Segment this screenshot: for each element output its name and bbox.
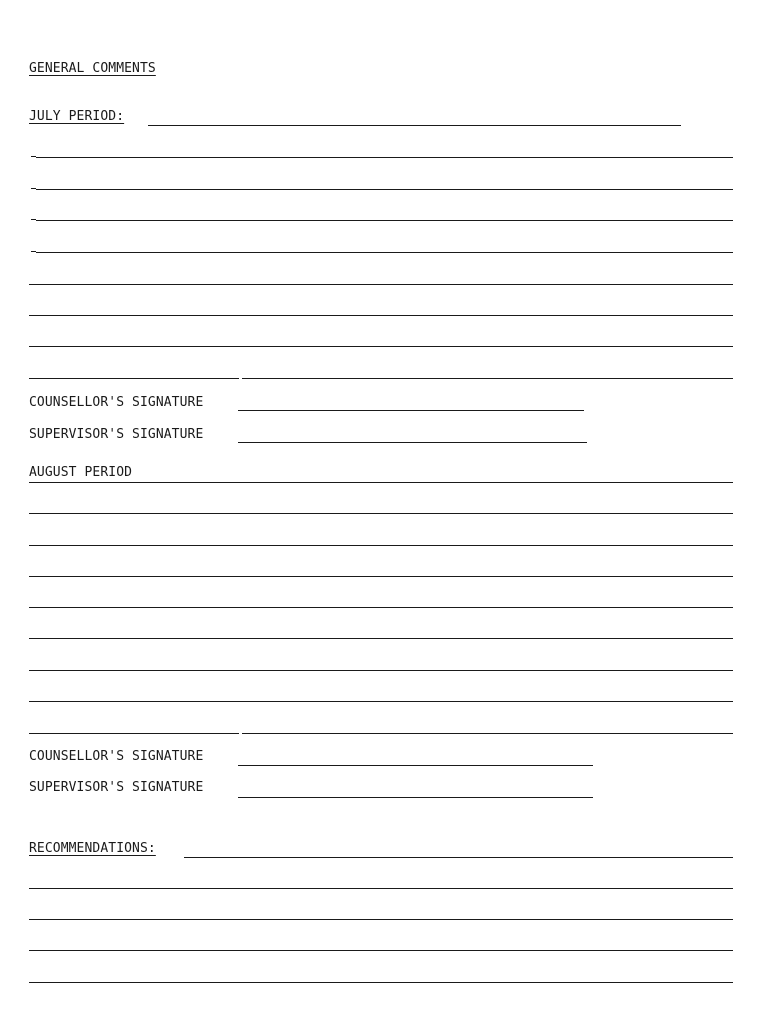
august-comment-line[interactable] — [29, 576, 733, 577]
july-comment-line[interactable] — [242, 378, 733, 379]
recommendations-line[interactable] — [29, 919, 733, 920]
august-comment-line[interactable] — [29, 670, 733, 671]
july-counsellor-signature-line[interactable] — [238, 410, 584, 411]
july-period-label: JULY PERIOD: — [29, 109, 125, 124]
july-comment-line[interactable] — [29, 346, 733, 347]
august-comment-line[interactable] — [29, 482, 733, 483]
july-comment-line[interactable] — [29, 378, 239, 379]
july-supervisor-signature-line[interactable] — [238, 442, 587, 443]
august-comment-line[interactable] — [29, 638, 733, 639]
recommendations-entry-line[interactable] — [184, 857, 733, 858]
august-comment-line[interactable] — [29, 701, 733, 702]
july-comment-line[interactable] — [36, 189, 733, 190]
july-comment-line[interactable] — [36, 220, 733, 221]
july-comment-line[interactable] — [29, 284, 733, 285]
july-comment-line[interactable] — [36, 252, 733, 253]
august-comment-line[interactable] — [29, 513, 733, 514]
july-comment-line[interactable] — [36, 157, 733, 158]
august-counsellor-signature-label: COUNSELLOR'S SIGNATURE — [29, 749, 204, 764]
july-supervisor-signature-label: SUPERVISOR'S SIGNATURE — [29, 427, 204, 442]
august-comment-line[interactable] — [29, 733, 239, 734]
august-comment-line[interactable] — [29, 607, 733, 608]
july-comment-line[interactable] — [29, 315, 733, 316]
august-comment-line[interactable] — [242, 733, 733, 734]
july-counsellor-signature-label: COUNSELLOR'S SIGNATURE — [29, 395, 204, 410]
august-supervisor-signature-line[interactable] — [238, 797, 593, 798]
august-period-label: AUGUST PERIOD — [29, 465, 133, 480]
august-comment-line[interactable] — [29, 545, 733, 546]
recommendations-line[interactable] — [29, 888, 733, 889]
august-counsellor-signature-line[interactable] — [238, 765, 593, 766]
recommendations-label: RECOMMENDATIONS: — [29, 841, 156, 856]
recommendations-line[interactable] — [29, 950, 733, 951]
general-comments-heading: GENERAL COMMENTS — [29, 61, 156, 76]
recommendations-line[interactable] — [29, 982, 733, 983]
august-supervisor-signature-label: SUPERVISOR'S SIGNATURE — [29, 780, 204, 795]
july-period-entry-line[interactable] — [148, 125, 681, 126]
